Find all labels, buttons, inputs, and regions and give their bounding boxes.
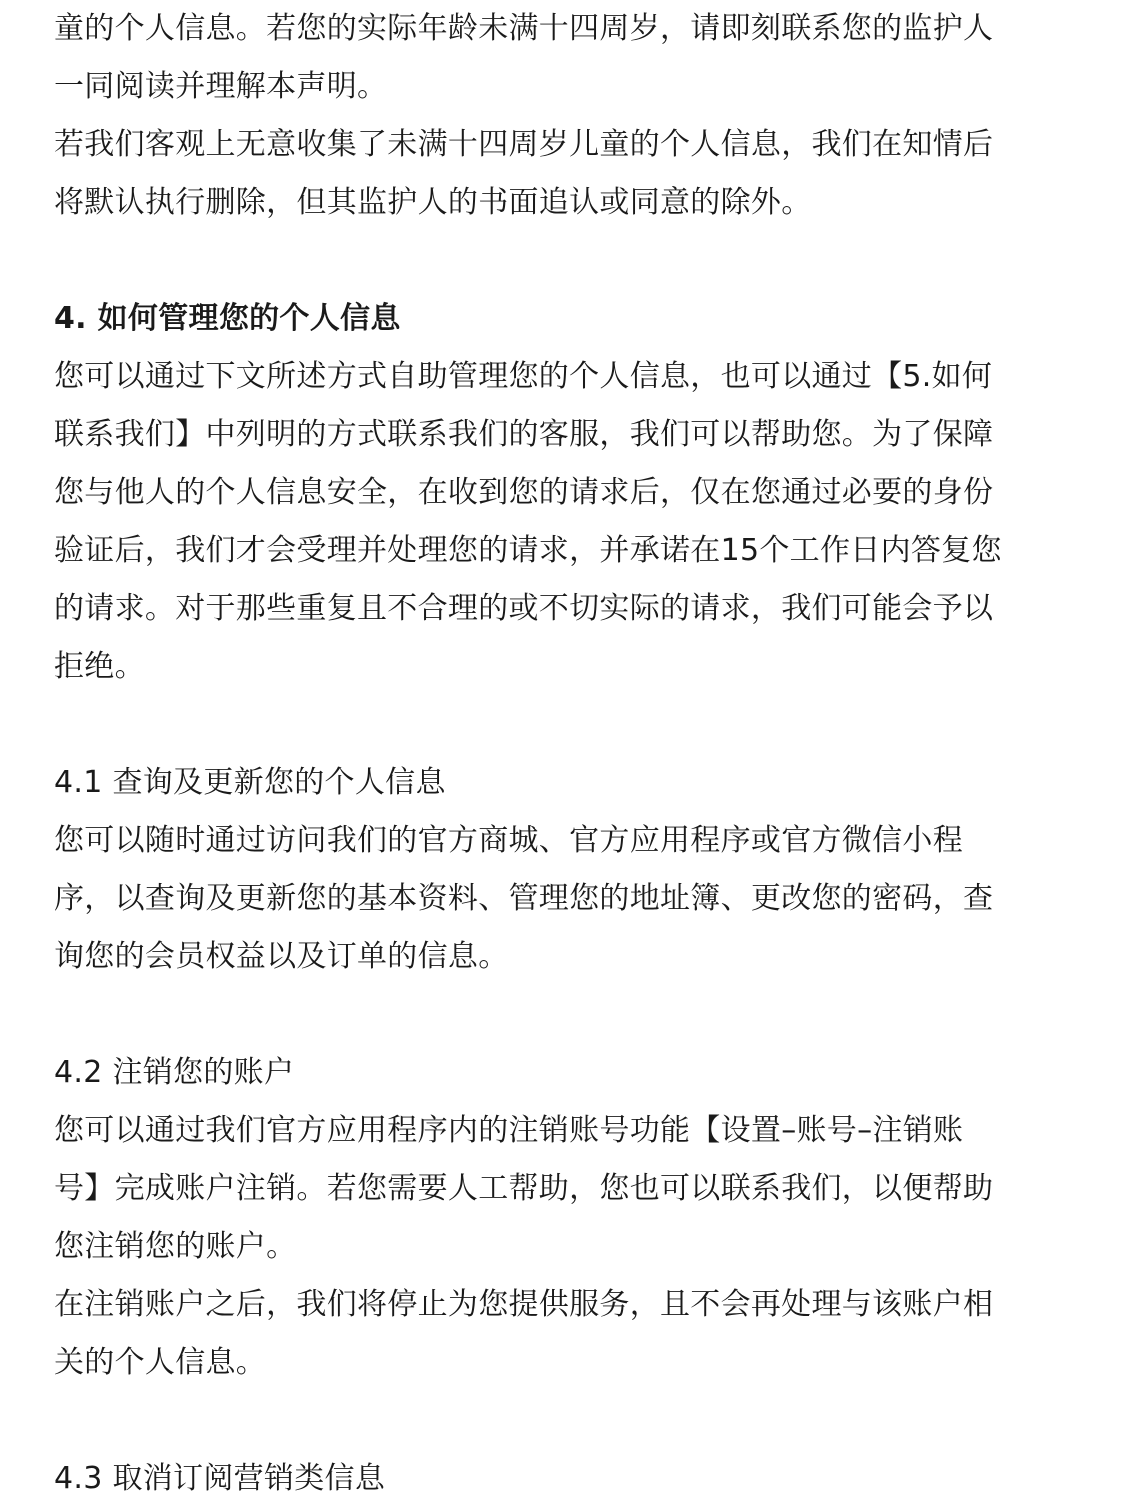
paragraph-line: 拒绝。 <box>54 649 145 684</box>
section-4-3 <box>54 1450 1074 1508</box>
section-heading: 4. 如何管理您的个人信息 <box>54 301 401 336</box>
paragraph-line: 若我们客观上无意收集了未满十四周岁儿童的个人信息，我们在知情后 <box>54 127 994 162</box>
intro-paragraph <box>54 0 1074 232</box>
paragraph-line: 您与他人的个人信息安全，在收到您的请求后，仅在您通过必要的身份 <box>54 475 994 510</box>
paragraph-line: 您可以通过我们官方应用程序内的注销账号功能【设置–账号–注销账 <box>54 1113 964 1148</box>
section-4 <box>54 290 1074 696</box>
subsection-heading: 4.1 查询及更新您的个人信息 <box>54 765 446 800</box>
paragraph-line: 将默认执行删除，但其监护人的书面追认或同意的除外。 <box>54 185 812 220</box>
section-4-1 <box>54 754 1074 986</box>
section-4-2 <box>54 1044 1074 1392</box>
paragraph-line: 联系我们】中列明的方式联系我们的客服，我们可以帮助您。为了保障 <box>54 417 994 452</box>
paragraph-line: 在注销账户之后，我们将停止为您提供服务，且不会再处理与该账户相 <box>54 1287 994 1322</box>
paragraph-line: 的请求。对于那些重复且不合理的或不切实际的请求，我们可能会予以 <box>54 591 994 626</box>
paragraph-line: 关的个人信息。 <box>54 1345 267 1380</box>
subsection-heading: 4.3 取消订阅营销类信息 <box>54 1461 386 1496</box>
policy-document <box>54 0 1074 1508</box>
section-spacer <box>54 986 1074 1044</box>
paragraph-line: 您注销您的账户。 <box>54 1229 297 1264</box>
section-spacer <box>54 232 1074 290</box>
paragraph-line: 号】完成账户注销。若您需要人工帮助，您也可以联系我们，以便帮助 <box>54 1171 994 1206</box>
paragraph-line: 童的个人信息。若您的实际年龄未满十四周岁，请即刻联系您的监护人 <box>54 11 994 46</box>
paragraph-line: 验证后，我们才会受理并处理您的请求，并承诺在15个工作日内答复您 <box>54 533 1002 568</box>
paragraph-line: 序，以查询及更新您的基本资料、管理您的地址簿、更改您的密码，查 <box>54 881 994 916</box>
paragraph-line: 一同阅读并理解本声明。 <box>54 69 388 104</box>
section-spacer <box>54 696 1074 754</box>
section-spacer <box>54 1392 1074 1450</box>
paragraph-line: 您可以通过下文所述方式自助管理您的个人信息，也可以通过【5.如何 <box>54 359 993 394</box>
paragraph-line: 您可以随时通过访问我们的官方商城、官方应用程序或官方微信小程 <box>54 823 963 858</box>
paragraph-line: 询您的会员权益以及订单的信息。 <box>54 939 509 974</box>
subsection-heading: 4.2 注销您的账户 <box>54 1055 295 1090</box>
